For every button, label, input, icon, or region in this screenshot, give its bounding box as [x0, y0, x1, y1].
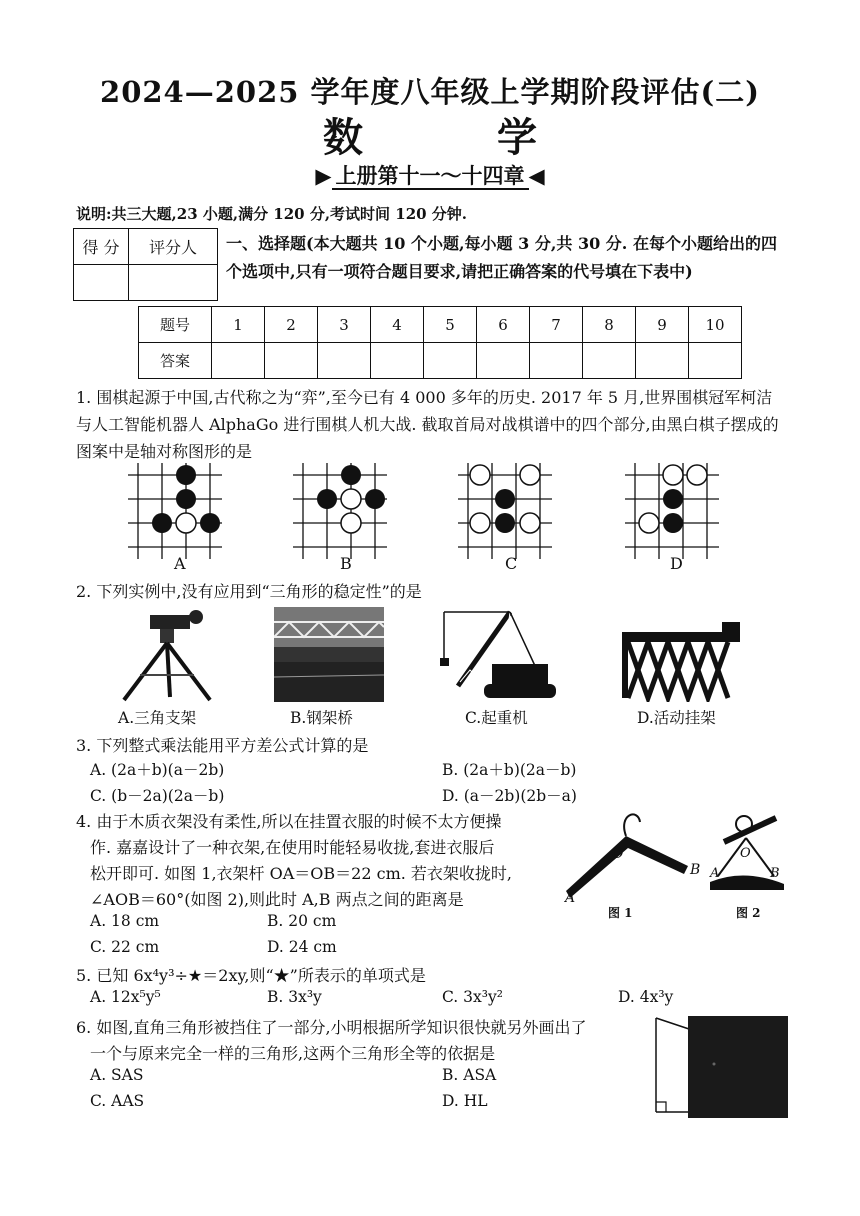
go-figure-a — [128, 463, 222, 559]
answer-number: 4 — [371, 307, 424, 343]
go-label-d: D — [670, 554, 683, 573]
hidden-triangle-figure — [652, 1014, 792, 1120]
q4-option-d: D. 24 cm — [267, 938, 337, 956]
q2-option-b: B.钢架桥 — [290, 709, 353, 727]
q3-option-a: A. (2a＋b)(a－2b) — [90, 761, 225, 779]
answer-table-number-label: 题号 — [139, 307, 212, 343]
answer-cell[interactable] — [689, 343, 742, 379]
go-figure-b — [293, 463, 387, 559]
q6-option-d: D. HL — [442, 1092, 488, 1110]
go-label-a: A — [174, 554, 186, 573]
crane-image — [440, 604, 560, 700]
folding-rack-image — [622, 622, 742, 702]
answer-cell[interactable] — [477, 343, 530, 379]
answer-number: 3 — [318, 307, 371, 343]
answer-cell[interactable] — [424, 343, 477, 379]
chapter-range — [0, 160, 860, 190]
q2-option-a: A.三角支架 — [118, 709, 197, 727]
fig2-point-o: O — [740, 846, 751, 861]
tripod-image — [110, 605, 220, 705]
answer-number: 8 — [583, 307, 636, 343]
question-4-line-4: ∠AOB＝60°(如图 2),则此时 A,B 两点之间的距离是 — [90, 890, 464, 909]
q4-option-b: B. 20 cm — [267, 912, 337, 930]
score-label: 得 分 — [74, 229, 129, 265]
question-3-text: 3. 下列整式乘法能用平方差公式计算的是 — [76, 736, 369, 755]
answer-cell[interactable] — [371, 343, 424, 379]
q6-option-a: A. SAS — [90, 1066, 144, 1084]
fig2-point-b: B — [770, 866, 780, 881]
fig1-point-a: A — [565, 890, 576, 906]
answer-cell[interactable] — [636, 343, 689, 379]
range-left-arrow: ▶ — [315, 163, 332, 188]
go-board-figures — [120, 455, 800, 577]
q6-option-b: B. ASA — [442, 1066, 497, 1084]
q5-option-c: C. 3x³y² — [442, 988, 503, 1006]
question-1-text: 1. 围棋起源于中国,古代称之为“弈”,至今已有 4 000 多年的历史. 2017 年 5 月,世界围棋冠军柯洁与人工智能机器人 AlphaGo 进行围棋人机大战. 截取首局对战棋谱中的四个部分,由黑白棋子摆成的图案中是轴对称图形的是 — [76, 388, 779, 461]
fig1-point-b: B — [690, 862, 701, 878]
grader-cell[interactable] — [129, 265, 218, 301]
grader-label: 评分人 — [129, 229, 218, 265]
question-4-line-2: 作. 嘉嘉设计了一种衣架,在使用时能轻易收拢,套进衣服后 — [90, 838, 495, 857]
answer-cell[interactable] — [583, 343, 636, 379]
answer-cell[interactable] — [530, 343, 583, 379]
q2-option-d: D.活动挂架 — [637, 709, 716, 727]
question-4-line-1: 4. 由于木质衣架没有柔性,所以在挂置衣服的时候不太方便操 — [76, 812, 502, 831]
q5-option-a: A. 12x⁵y⁵ — [90, 988, 161, 1006]
answer-number: 5 — [424, 307, 477, 343]
fig2-caption: 图 2 — [736, 906, 761, 920]
q5-option-d: D. 4x³y — [618, 988, 674, 1006]
question-2-text: 2. 下列实例中,没有应用到“三角形的稳定性”的是 — [76, 582, 422, 601]
go-figure-c — [458, 463, 552, 559]
answer-number: 10 — [689, 307, 742, 343]
q3-option-b: B. (2a＋b)(2a－b) — [442, 761, 577, 779]
answer-number: 1 — [212, 307, 265, 343]
fig1-point-o: O — [612, 846, 624, 862]
go-label-b: B — [340, 554, 352, 573]
range-right-arrow: ◀ — [528, 163, 545, 188]
fig1-caption: 图 1 — [608, 906, 633, 920]
hanger-figure-1 — [556, 806, 696, 906]
range-text: 上册第十一～十四章 — [332, 163, 529, 190]
question-6-line-2: 一个与原来完全一样的三角形,这两个三角形全等的依据是 — [90, 1044, 496, 1063]
question-5-text: 5. 已知 6x⁴y³÷★＝2xy,则“★”所表示的单项式是 — [76, 966, 426, 985]
question-4-line-3: 松开即可. 如图 1,衣架杆 OA＝OB＝22 cm. 若衣架收拢时, — [90, 864, 512, 883]
q3-option-c: C. (b－2a)(2a－b) — [90, 787, 225, 805]
answer-table-answer-label: 答案 — [139, 343, 212, 379]
score-cell[interactable] — [74, 265, 129, 301]
go-figure-d — [625, 463, 719, 559]
answer-table — [138, 306, 742, 379]
answer-cell[interactable] — [265, 343, 318, 379]
q4-option-c: C. 22 cm — [90, 938, 160, 956]
answer-cell[interactable] — [318, 343, 371, 379]
answer-number: 9 — [636, 307, 689, 343]
section1-heading: 一、选择题(本大题共 10 个小题,每小题 3 分,共 30 分. 在每个小题给出的四个选项中,只有一项符合题目要求,请把正确答案的代号填在下表中) — [226, 234, 777, 281]
answer-number: 6 — [477, 307, 530, 343]
q4-option-a: A. 18 cm — [90, 912, 160, 930]
q2-option-c: C.起重机 — [465, 709, 528, 727]
q3-option-d: D. (a－2b)(2b－a) — [442, 787, 577, 805]
question-6-line-1: 6. 如图,直角三角形被挡住了一部分,小明根据所学知识很快就另外画出了 — [76, 1018, 587, 1037]
q6-option-c: C. AAS — [90, 1092, 145, 1110]
steel-bridge-image — [274, 607, 384, 702]
answer-cell[interactable] — [212, 343, 265, 379]
go-label-c: C — [505, 554, 518, 573]
answer-number: 7 — [530, 307, 583, 343]
q5-option-b: B. 3x³y — [267, 988, 322, 1006]
exam-title: 2024—2025 学年度八年级上学期阶段评估(二) — [100, 75, 760, 109]
score-box — [73, 228, 218, 301]
answer-number: 2 — [265, 307, 318, 343]
fig2-point-a: A — [710, 866, 720, 881]
subject-title: 数 学 — [323, 114, 597, 161]
exam-note: 说明:共三大题,23 小题,满分 120 分,考试时间 120 分钟. — [76, 205, 468, 223]
